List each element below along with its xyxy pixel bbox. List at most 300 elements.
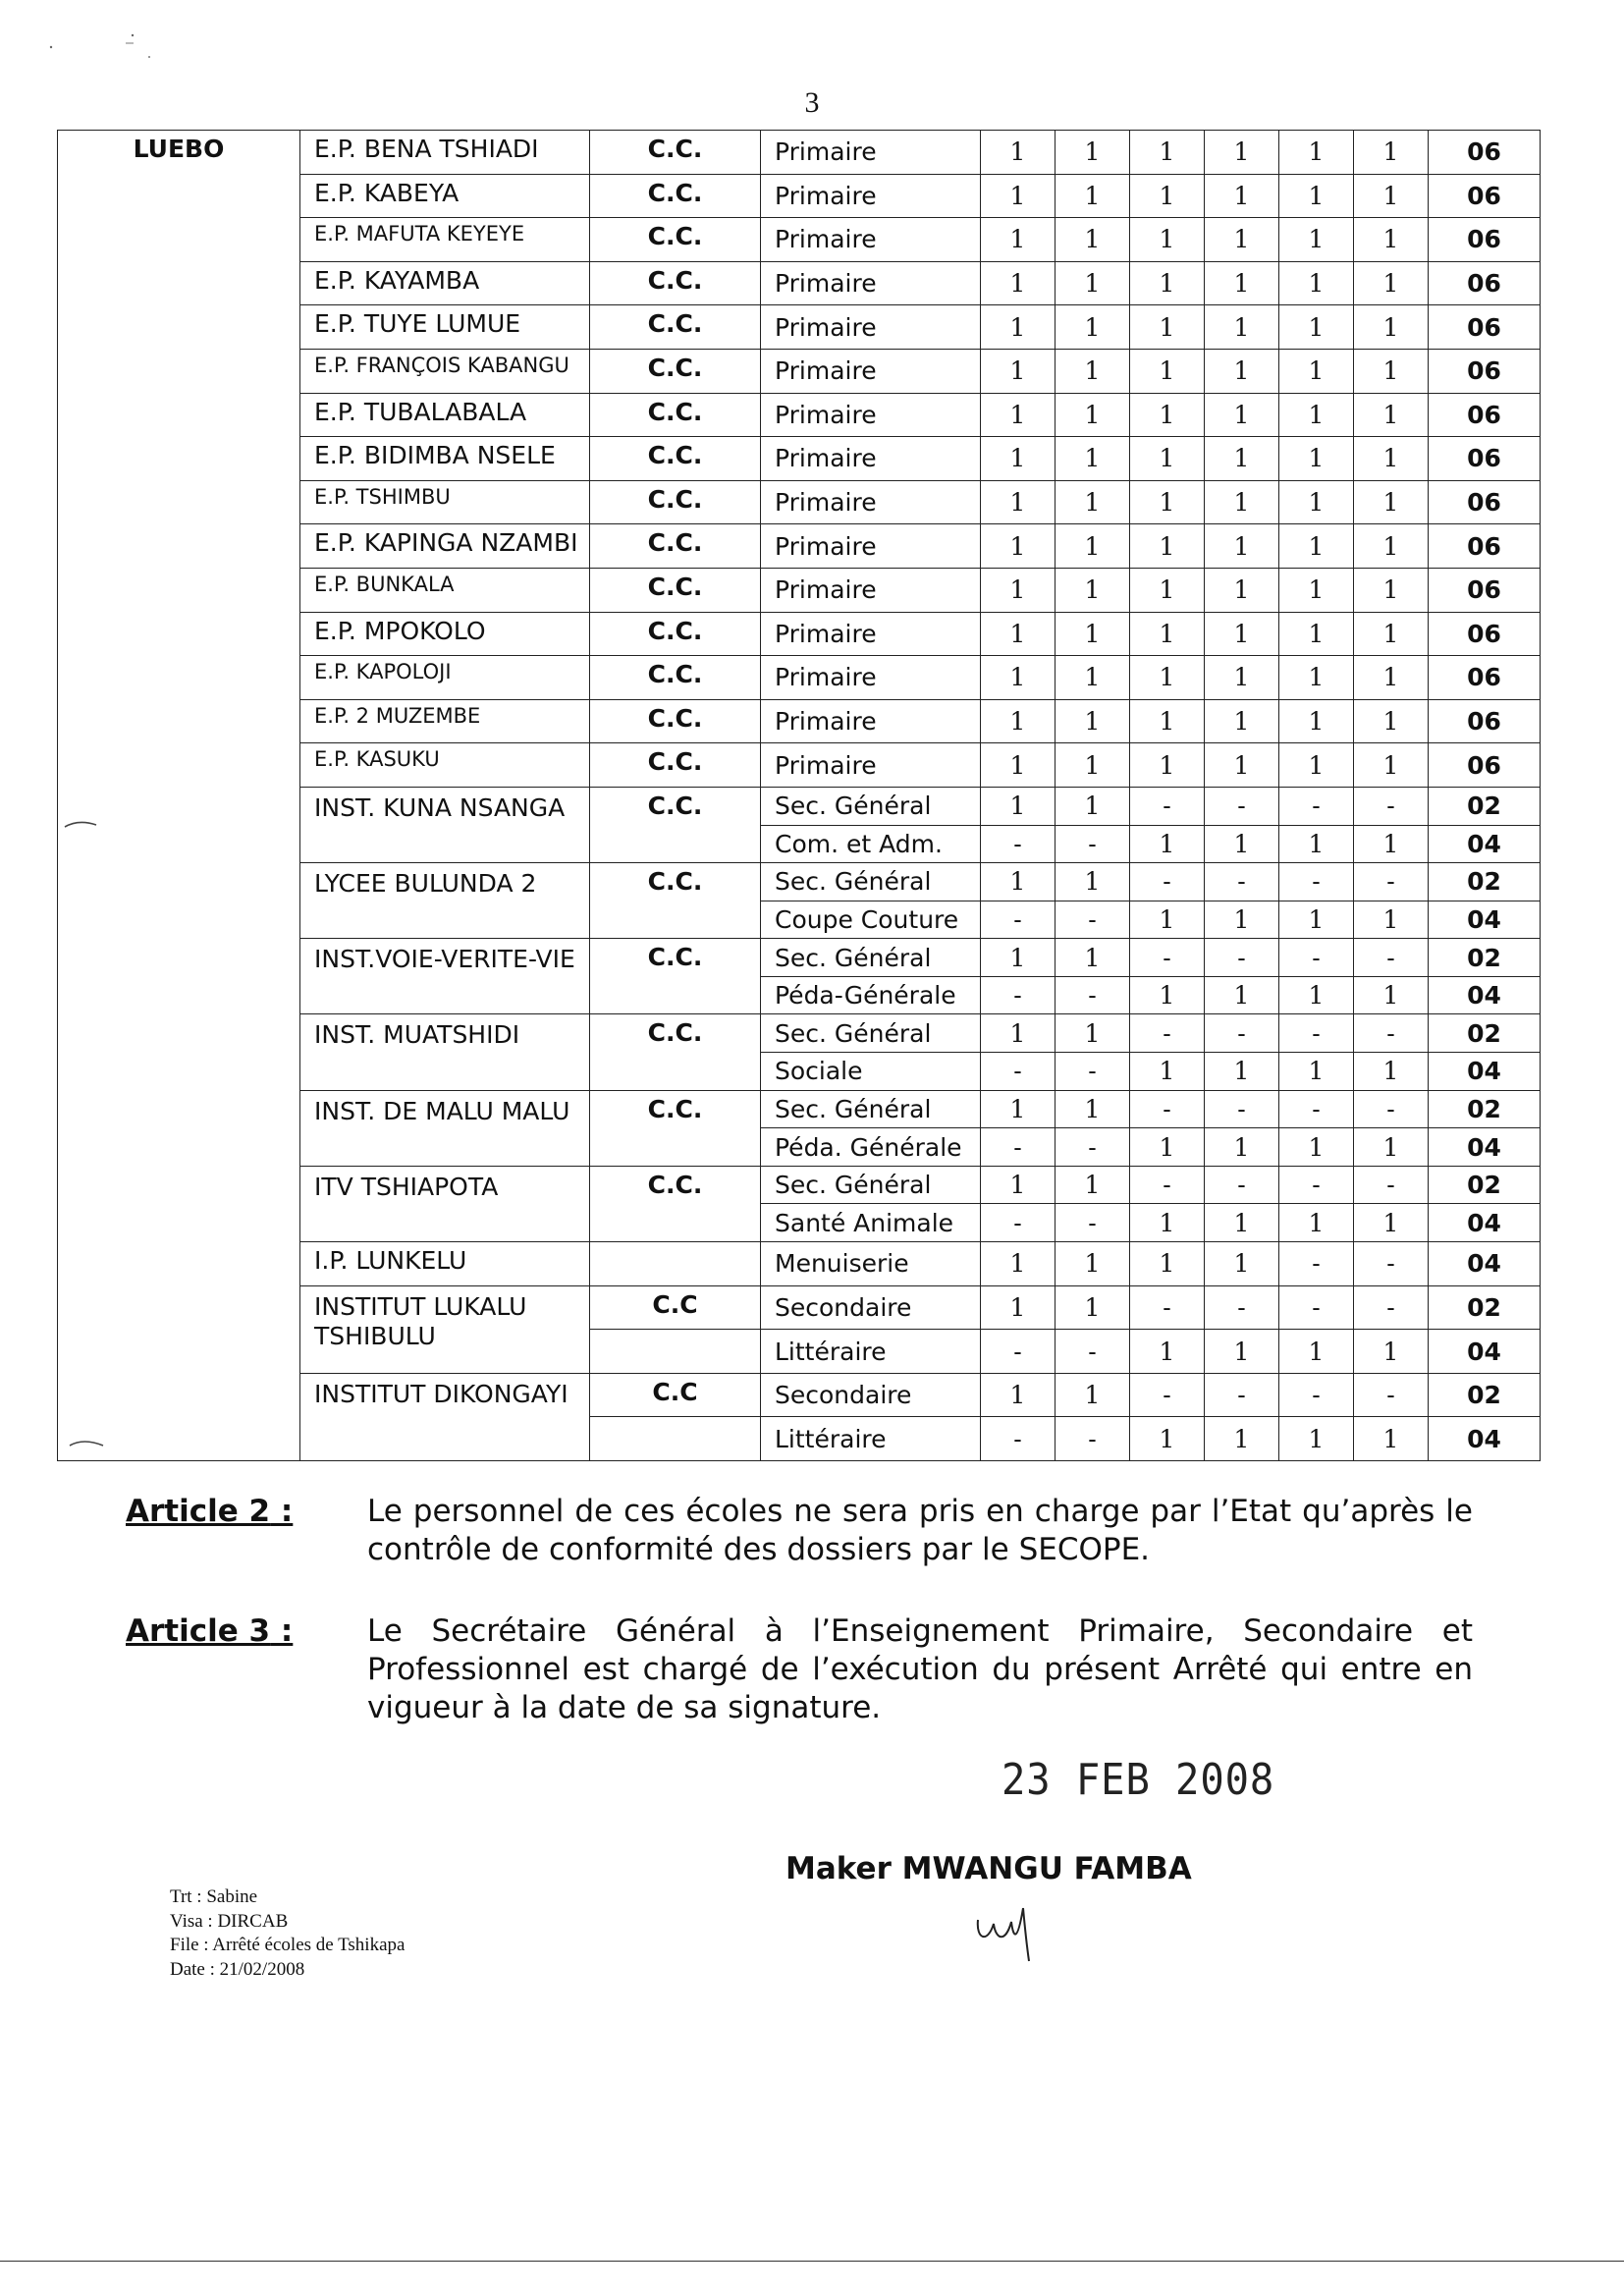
count-cell: 1 bbox=[1130, 743, 1205, 788]
count-cell: 1 bbox=[1130, 1128, 1205, 1167]
count-cell: 1 bbox=[1130, 349, 1205, 393]
count-cell: 1 bbox=[1205, 901, 1279, 939]
school-name-cell: E.P. KAPINGA NZAMBI bbox=[300, 524, 590, 569]
count-cell: 1 bbox=[1354, 349, 1429, 393]
status-cell: C.C. bbox=[590, 787, 761, 862]
school-name-cell: INSTITUT LUKALU TSHIBULU bbox=[300, 1285, 590, 1373]
section-cell: Primaire bbox=[761, 612, 981, 656]
total-cell: 04 bbox=[1429, 976, 1541, 1014]
section-cell: Sec. Général bbox=[761, 1090, 981, 1128]
footer-notes bbox=[170, 1885, 405, 1983]
count-cell: 1 bbox=[981, 174, 1056, 218]
section-cell: Primaire bbox=[761, 568, 981, 612]
count-cell: 1 bbox=[1205, 976, 1279, 1014]
status-cell: C.C. bbox=[590, 437, 761, 481]
count-cell: 1 bbox=[1130, 131, 1205, 175]
school-name-cell: LYCEE BULUNDA 2 bbox=[300, 863, 590, 939]
total-cell: 04 bbox=[1429, 1128, 1541, 1167]
schools-table-body bbox=[58, 131, 1541, 1461]
count-cell: 1 bbox=[1279, 656, 1354, 700]
count-cell: 1 bbox=[981, 261, 1056, 305]
section-cell: Secondaire bbox=[761, 1285, 981, 1330]
section-cell: Primaire bbox=[761, 131, 981, 175]
count-cell: 1 bbox=[1279, 699, 1354, 743]
section-cell: Primaire bbox=[761, 524, 981, 569]
count-cell: 1 bbox=[1354, 612, 1429, 656]
footer-date: Date : 21/02/2008 bbox=[170, 1959, 305, 1981]
count-cell: 1 bbox=[1205, 743, 1279, 788]
status-cell: C.C. bbox=[590, 349, 761, 393]
article-2-label: Article 2 : bbox=[126, 1494, 294, 1529]
count-cell: 1 bbox=[1279, 218, 1354, 262]
school-name-cell: E.P. KAPOLOJI bbox=[300, 656, 590, 700]
count-cell: 1 bbox=[1279, 349, 1354, 393]
section-cell: Menuiserie bbox=[761, 1242, 981, 1286]
count-cell: 1 bbox=[1056, 568, 1130, 612]
count-cell: 1 bbox=[1130, 174, 1205, 218]
count-cell: 1 bbox=[1130, 976, 1205, 1014]
status-cell: C.C. bbox=[590, 261, 761, 305]
count-cell: 1 bbox=[1205, 393, 1279, 437]
count-cell: 1 bbox=[1354, 976, 1429, 1014]
count-cell: - bbox=[1279, 787, 1354, 825]
count-cell: 1 bbox=[1279, 1204, 1354, 1242]
footer-file: File : Arrêté écoles de Tshikapa bbox=[170, 1935, 406, 1956]
count-cell: 1 bbox=[1056, 480, 1130, 524]
section-cell: Sec. Général bbox=[761, 1166, 981, 1204]
count-cell: 1 bbox=[1056, 863, 1130, 901]
count-cell: 1 bbox=[1130, 901, 1205, 939]
total-cell: 06 bbox=[1429, 656, 1541, 700]
scan-mark-left-2 bbox=[64, 1434, 123, 1453]
count-cell: 1 bbox=[1279, 612, 1354, 656]
count-cell: - bbox=[981, 825, 1056, 863]
count-cell: 1 bbox=[981, 699, 1056, 743]
count-cell: 1 bbox=[1056, 699, 1130, 743]
count-cell: 1 bbox=[1056, 1090, 1130, 1128]
total-cell: 04 bbox=[1429, 1330, 1541, 1374]
count-cell: 1 bbox=[1205, 825, 1279, 863]
total-cell: 02 bbox=[1429, 1166, 1541, 1204]
total-cell: 06 bbox=[1429, 349, 1541, 393]
count-cell: - bbox=[981, 1053, 1056, 1091]
count-cell: - bbox=[1056, 1053, 1130, 1091]
count-cell: - bbox=[1056, 1417, 1130, 1461]
article-3-label: Article 3 : bbox=[126, 1613, 294, 1649]
article-2-text: Le personnel de ces écoles ne sera pris en charge par l’Etat qu’après le contrôle de conformité des dossiers par le SECOPE. bbox=[367, 1494, 1473, 1567]
count-cell: - bbox=[1056, 825, 1130, 863]
count-cell: 1 bbox=[1279, 1330, 1354, 1374]
count-cell: - bbox=[1354, 1014, 1429, 1053]
count-cell: 1 bbox=[981, 1090, 1056, 1128]
count-cell: - bbox=[1279, 1014, 1354, 1053]
schools-table bbox=[57, 130, 1541, 1461]
count-cell: 1 bbox=[1205, 349, 1279, 393]
count-cell: 1 bbox=[1056, 349, 1130, 393]
count-cell: 1 bbox=[1130, 656, 1205, 700]
count-cell: 1 bbox=[981, 218, 1056, 262]
count-cell: 1 bbox=[1205, 480, 1279, 524]
count-cell: 1 bbox=[1056, 1373, 1130, 1417]
count-cell: - bbox=[1279, 863, 1354, 901]
count-cell: 1 bbox=[1056, 743, 1130, 788]
count-cell: - bbox=[981, 1204, 1056, 1242]
count-cell: 1 bbox=[1279, 568, 1354, 612]
count-cell: 1 bbox=[1205, 218, 1279, 262]
count-cell: 1 bbox=[1354, 1417, 1429, 1461]
count-cell: 1 bbox=[1130, 1242, 1205, 1286]
total-cell: 02 bbox=[1429, 1285, 1541, 1330]
count-cell: 1 bbox=[1279, 480, 1354, 524]
count-cell: - bbox=[1130, 863, 1205, 901]
count-cell: 1 bbox=[1056, 1166, 1130, 1204]
status-cell: C.C. bbox=[590, 524, 761, 569]
total-cell: 06 bbox=[1429, 393, 1541, 437]
count-cell: - bbox=[1354, 1285, 1429, 1330]
count-cell: - bbox=[1279, 939, 1354, 977]
count-cell: 1 bbox=[1130, 699, 1205, 743]
count-cell: 1 bbox=[1056, 612, 1130, 656]
footer-visa: Visa : DIRCAB bbox=[170, 1910, 289, 1932]
count-cell: 1 bbox=[1130, 1417, 1205, 1461]
count-cell: 1 bbox=[1130, 612, 1205, 656]
section-cell: Santé Animale bbox=[761, 1204, 981, 1242]
count-cell: - bbox=[981, 901, 1056, 939]
school-name-cell: INST. MUATSHIDI bbox=[300, 1014, 590, 1090]
school-name-cell: E.P. KAYAMBA bbox=[300, 261, 590, 305]
total-cell: 04 bbox=[1429, 901, 1541, 939]
count-cell: - bbox=[981, 1417, 1056, 1461]
status-cell-empty bbox=[590, 1417, 761, 1461]
total-cell: 04 bbox=[1429, 1242, 1541, 1286]
count-cell: - bbox=[981, 1128, 1056, 1167]
count-cell: 1 bbox=[1354, 174, 1429, 218]
bottom-rule bbox=[0, 2261, 1624, 2262]
section-cell: Littéraire bbox=[761, 1417, 981, 1461]
total-cell: 06 bbox=[1429, 174, 1541, 218]
count-cell: 1 bbox=[1279, 901, 1354, 939]
scan-mark-top bbox=[39, 29, 157, 69]
count-cell: 1 bbox=[1279, 131, 1354, 175]
footer-trt: Trt : Sabine bbox=[170, 1886, 258, 1907]
count-cell: 1 bbox=[1130, 480, 1205, 524]
count-cell: 1 bbox=[1354, 743, 1429, 788]
school-name-cell: E.P. TUYE LUMUE bbox=[300, 305, 590, 350]
count-cell: 1 bbox=[981, 305, 1056, 350]
signatory-name: Maker MWANGU FAMBA bbox=[785, 1851, 1192, 1886]
status-cell bbox=[590, 1242, 761, 1286]
article-3-text: Le Secrétaire Général à l’Enseignement Primaire, Secondaire et Professionnel est chargé de l’exécution du présent Arrêté qui entre en vigueur à la date de sa signature. bbox=[367, 1613, 1473, 1725]
school-name-cell: E.P. FRANÇOIS KABANGU bbox=[300, 349, 590, 393]
total-cell: 06 bbox=[1429, 699, 1541, 743]
count-cell: 1 bbox=[981, 1014, 1056, 1053]
count-cell: - bbox=[1354, 939, 1429, 977]
status-cell: C.C. bbox=[590, 656, 761, 700]
count-cell: 1 bbox=[981, 863, 1056, 901]
school-name-cell: INST. KUNA NSANGA bbox=[300, 787, 590, 862]
count-cell: - bbox=[1279, 1285, 1354, 1330]
count-cell: - bbox=[1205, 863, 1279, 901]
section-cell: Primaire bbox=[761, 218, 981, 262]
count-cell: 1 bbox=[1130, 524, 1205, 569]
total-cell: 06 bbox=[1429, 261, 1541, 305]
count-cell: 1 bbox=[1354, 131, 1429, 175]
count-cell: - bbox=[1205, 787, 1279, 825]
count-cell: - bbox=[1130, 787, 1205, 825]
table-row bbox=[58, 131, 1541, 175]
count-cell: 1 bbox=[1130, 393, 1205, 437]
count-cell: - bbox=[1056, 1128, 1130, 1167]
count-cell: 1 bbox=[1130, 568, 1205, 612]
count-cell: - bbox=[1354, 787, 1429, 825]
count-cell: - bbox=[1354, 1166, 1429, 1204]
status-cell: C.C. bbox=[590, 131, 761, 175]
count-cell: - bbox=[1354, 1373, 1429, 1417]
count-cell: - bbox=[1205, 1090, 1279, 1128]
count-cell: 1 bbox=[1205, 261, 1279, 305]
count-cell: 1 bbox=[1354, 568, 1429, 612]
total-cell: 06 bbox=[1429, 218, 1541, 262]
count-cell: - bbox=[981, 976, 1056, 1014]
count-cell: 1 bbox=[1205, 524, 1279, 569]
count-cell: - bbox=[1354, 1242, 1429, 1286]
count-cell: 1 bbox=[1205, 656, 1279, 700]
count-cell: 1 bbox=[1354, 1128, 1429, 1167]
status-cell: C.C. bbox=[590, 480, 761, 524]
count-cell: 1 bbox=[1205, 1242, 1279, 1286]
count-cell: 1 bbox=[1056, 393, 1130, 437]
status-cell: C.C. bbox=[590, 699, 761, 743]
signature-mark bbox=[972, 1900, 1041, 1969]
section-cell: Secondaire bbox=[761, 1373, 981, 1417]
total-cell: 04 bbox=[1429, 1417, 1541, 1461]
school-name-cell: E.P. BENA TSHIADI bbox=[300, 131, 590, 175]
count-cell: 1 bbox=[1056, 131, 1130, 175]
count-cell: 1 bbox=[1130, 261, 1205, 305]
status-cell: C.C. bbox=[590, 1166, 761, 1241]
total-cell: 02 bbox=[1429, 939, 1541, 977]
section-cell: Péda-Générale bbox=[761, 976, 981, 1014]
count-cell: 1 bbox=[1354, 261, 1429, 305]
count-cell: 1 bbox=[981, 131, 1056, 175]
status-cell: C.C. bbox=[590, 743, 761, 788]
total-cell: 02 bbox=[1429, 787, 1541, 825]
section-cell: Sec. Général bbox=[761, 939, 981, 977]
section-cell: Sec. Général bbox=[761, 863, 981, 901]
section-cell: Primaire bbox=[761, 656, 981, 700]
count-cell: 1 bbox=[1130, 1330, 1205, 1374]
count-cell: - bbox=[1279, 1242, 1354, 1286]
count-cell: 1 bbox=[1205, 131, 1279, 175]
status-cell: C.C. bbox=[590, 393, 761, 437]
status-cell: C.C. bbox=[590, 939, 761, 1014]
count-cell: 1 bbox=[1279, 393, 1354, 437]
total-cell: 04 bbox=[1429, 1053, 1541, 1091]
count-cell: 1 bbox=[981, 939, 1056, 977]
count-cell: 1 bbox=[1354, 393, 1429, 437]
status-cell-empty bbox=[590, 1330, 761, 1374]
count-cell: 1 bbox=[1354, 437, 1429, 481]
school-name-cell: INST. DE MALU MALU bbox=[300, 1090, 590, 1166]
section-cell: Sec. Général bbox=[761, 787, 981, 825]
school-name-cell: I.P. LUNKELU bbox=[300, 1242, 590, 1286]
count-cell: 1 bbox=[1056, 1014, 1130, 1053]
school-name-cell: E.P. MPOKOLO bbox=[300, 612, 590, 656]
count-cell: 1 bbox=[981, 568, 1056, 612]
count-cell: 1 bbox=[1205, 699, 1279, 743]
count-cell: 1 bbox=[1354, 1053, 1429, 1091]
school-name-cell: INSTITUT DIKONGAYI bbox=[300, 1373, 590, 1460]
school-name-cell: ITV TSHIAPOTA bbox=[300, 1166, 590, 1241]
count-cell: 1 bbox=[1205, 437, 1279, 481]
count-cell: 1 bbox=[1279, 437, 1354, 481]
count-cell: 1 bbox=[1130, 825, 1205, 863]
section-cell: Primaire bbox=[761, 174, 981, 218]
count-cell: - bbox=[1056, 1204, 1130, 1242]
count-cell: 1 bbox=[1130, 1204, 1205, 1242]
status-cell: C.C. bbox=[590, 1090, 761, 1166]
count-cell: 1 bbox=[1130, 1053, 1205, 1091]
count-cell: 1 bbox=[981, 480, 1056, 524]
section-cell: Primaire bbox=[761, 261, 981, 305]
count-cell: 1 bbox=[1279, 1128, 1354, 1167]
count-cell: 1 bbox=[981, 1373, 1056, 1417]
section-cell: Primaire bbox=[761, 437, 981, 481]
count-cell: 1 bbox=[1279, 524, 1354, 569]
count-cell: - bbox=[1205, 1166, 1279, 1204]
school-name-cell: E.P. BUNKALA bbox=[300, 568, 590, 612]
count-cell: - bbox=[1205, 1014, 1279, 1053]
school-name-cell: INST.VOIE-VERITE-VIE bbox=[300, 939, 590, 1014]
count-cell: 1 bbox=[1205, 1128, 1279, 1167]
total-cell: 04 bbox=[1429, 1204, 1541, 1242]
school-name-cell: E.P. KABEYA bbox=[300, 174, 590, 218]
count-cell: - bbox=[1130, 1090, 1205, 1128]
status-cell: C.C. bbox=[590, 174, 761, 218]
count-cell: 1 bbox=[1205, 1417, 1279, 1461]
page-number: 3 bbox=[804, 86, 820, 119]
total-cell: 06 bbox=[1429, 131, 1541, 175]
status-cell: C.C. bbox=[590, 863, 761, 939]
total-cell: 06 bbox=[1429, 437, 1541, 481]
count-cell: 1 bbox=[1056, 305, 1130, 350]
count-cell: 1 bbox=[1130, 218, 1205, 262]
count-cell: 1 bbox=[1279, 976, 1354, 1014]
count-cell: 1 bbox=[981, 612, 1056, 656]
count-cell: - bbox=[1279, 1373, 1354, 1417]
count-cell: - bbox=[1056, 901, 1130, 939]
school-name-cell: E.P. TSHIMBU bbox=[300, 480, 590, 524]
count-cell: 1 bbox=[1279, 1417, 1354, 1461]
count-cell: 1 bbox=[1354, 1330, 1429, 1374]
count-cell: 1 bbox=[1056, 1285, 1130, 1330]
count-cell: 1 bbox=[1056, 787, 1130, 825]
status-cell: C.C. bbox=[590, 218, 761, 262]
total-cell: 04 bbox=[1429, 825, 1541, 863]
count-cell: 1 bbox=[1205, 612, 1279, 656]
count-cell: 1 bbox=[1354, 524, 1429, 569]
count-cell: - bbox=[1354, 863, 1429, 901]
count-cell: 1 bbox=[981, 743, 1056, 788]
count-cell: 1 bbox=[981, 349, 1056, 393]
count-cell: 1 bbox=[1354, 825, 1429, 863]
count-cell: - bbox=[1130, 1285, 1205, 1330]
count-cell: 1 bbox=[1205, 1053, 1279, 1091]
count-cell: 1 bbox=[1354, 305, 1429, 350]
section-cell: Com. et Adm. bbox=[761, 825, 981, 863]
count-cell: 1 bbox=[1354, 1204, 1429, 1242]
article-3 bbox=[126, 1612, 1473, 1726]
section-cell: Sociale bbox=[761, 1053, 981, 1091]
count-cell: - bbox=[981, 1330, 1056, 1374]
count-cell: 1 bbox=[981, 1166, 1056, 1204]
count-cell: - bbox=[1279, 1166, 1354, 1204]
count-cell: 1 bbox=[1205, 568, 1279, 612]
count-cell: 1 bbox=[1205, 174, 1279, 218]
count-cell: 1 bbox=[1056, 939, 1130, 977]
status-cell: C.C. bbox=[590, 568, 761, 612]
status-cell: C.C. bbox=[590, 1014, 761, 1090]
section-cell: Primaire bbox=[761, 393, 981, 437]
count-cell: 1 bbox=[981, 524, 1056, 569]
count-cell: 1 bbox=[1354, 901, 1429, 939]
section-cell: Coupe Couture bbox=[761, 901, 981, 939]
count-cell: - bbox=[1354, 1090, 1429, 1128]
count-cell: 1 bbox=[1130, 305, 1205, 350]
date-stamp: 23 FEB 2008 bbox=[1001, 1755, 1275, 1805]
count-cell: - bbox=[1130, 1373, 1205, 1417]
status-cell: C.C. bbox=[590, 612, 761, 656]
count-cell: 1 bbox=[1205, 305, 1279, 350]
count-cell: - bbox=[1205, 1285, 1279, 1330]
section-cell: Primaire bbox=[761, 305, 981, 350]
count-cell: - bbox=[1205, 939, 1279, 977]
total-cell: 02 bbox=[1429, 1014, 1541, 1053]
section-cell: Primaire bbox=[761, 743, 981, 788]
total-cell: 06 bbox=[1429, 480, 1541, 524]
count-cell: 1 bbox=[981, 787, 1056, 825]
count-cell: 1 bbox=[1279, 1053, 1354, 1091]
count-cell: 1 bbox=[1056, 174, 1130, 218]
count-cell: 1 bbox=[981, 437, 1056, 481]
section-cell: Primaire bbox=[761, 349, 981, 393]
school-name-cell: E.P. KASUKU bbox=[300, 743, 590, 788]
count-cell: - bbox=[1279, 1090, 1354, 1128]
count-cell: 1 bbox=[1354, 656, 1429, 700]
scan-mark-left bbox=[57, 815, 116, 835]
count-cell: 1 bbox=[1056, 218, 1130, 262]
section-cell: Primaire bbox=[761, 480, 981, 524]
count-cell: 1 bbox=[1354, 699, 1429, 743]
school-name-cell: E.P. MAFUTA KEYEYE bbox=[300, 218, 590, 262]
article-2 bbox=[126, 1493, 1473, 1569]
section-cell: Sec. Général bbox=[761, 1014, 981, 1053]
count-cell: 1 bbox=[981, 393, 1056, 437]
total-cell: 06 bbox=[1429, 305, 1541, 350]
count-cell: - bbox=[1056, 976, 1130, 1014]
total-cell: 06 bbox=[1429, 743, 1541, 788]
count-cell: 1 bbox=[1354, 218, 1429, 262]
count-cell: 1 bbox=[1056, 437, 1130, 481]
school-name-cell: E.P. 2 MUZEMBE bbox=[300, 699, 590, 743]
count-cell: 1 bbox=[1279, 174, 1354, 218]
count-cell: 1 bbox=[1056, 1242, 1130, 1286]
section-cell: Primaire bbox=[761, 699, 981, 743]
school-name-cell: E.P. TUBALABALA bbox=[300, 393, 590, 437]
total-cell: 02 bbox=[1429, 1090, 1541, 1128]
status-cell: C.C bbox=[590, 1373, 761, 1417]
count-cell: 1 bbox=[1205, 1330, 1279, 1374]
